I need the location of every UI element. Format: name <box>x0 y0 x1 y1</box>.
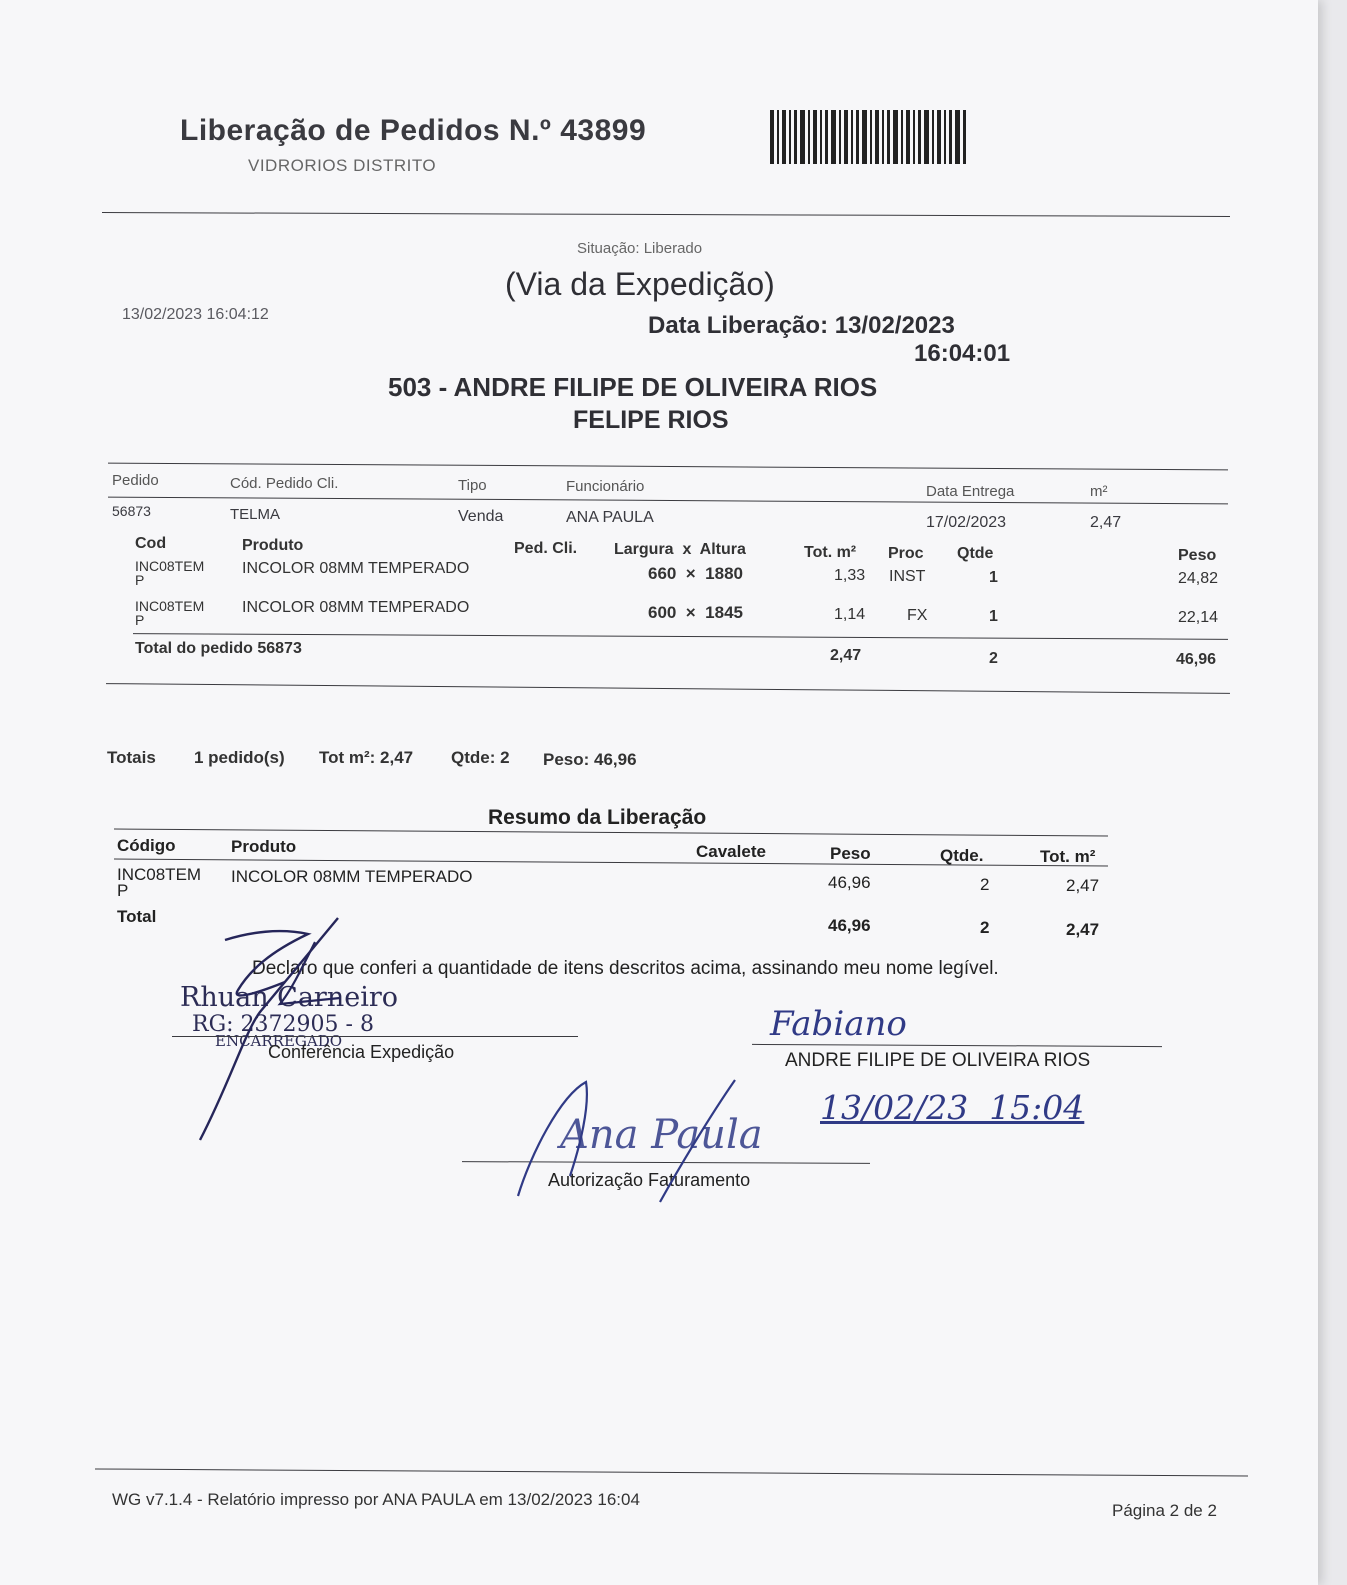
summary-total-label: Total <box>117 907 157 926</box>
summary-header-cavalete: Cavalete <box>696 842 766 861</box>
order-client-code: TELMA <box>230 506 281 523</box>
item-1-code-suffix: P <box>135 572 145 588</box>
totals-peso: Peso: 46,96 <box>543 750 637 769</box>
client-signature-label: ANDRE FILIPE DE OLIVEIRA RIOS <box>785 1050 1091 1071</box>
order-total-rule <box>133 633 1228 640</box>
summary-row-code-suffix: P <box>117 881 129 900</box>
stamp-rg: RG: 2372905 - 8 <box>192 1012 374 1037</box>
company-name: VIDRORIOS DISTRITO <box>248 156 437 175</box>
handwritten-date: 13/02/23 15:04 <box>820 1088 1085 1127</box>
item-2-peso: 22,14 <box>1178 609 1219 626</box>
item-1-product: INCOLOR 08MM TEMPERADO <box>242 560 470 577</box>
barcode <box>770 110 966 164</box>
col-header-m2: m² <box>1090 483 1108 500</box>
declaration-text: Declaro que conferi a quantidade de itens descritos acima, assinando meu nome legível. <box>252 958 999 979</box>
conferencia-signature <box>190 912 350 1142</box>
summary-header-produto: Produto <box>231 837 297 856</box>
item-2-tot-m2: 1,14 <box>834 606 866 623</box>
item-1-tot-m2: 1,33 <box>834 567 866 584</box>
item-2-proc: FX <box>907 607 928 624</box>
item-header-cod: Cod <box>135 535 167 552</box>
item-header-produto: Produto <box>242 537 304 554</box>
col-header-tipo: Tipo <box>458 477 487 494</box>
copy-type-title: (Via da Expedição) <box>505 266 775 302</box>
col-header-data-entrega: Data Entrega <box>926 483 1015 500</box>
order-table-bottom-rule <box>106 683 1230 694</box>
summary-row-tot-m2: 2,47 <box>1066 876 1100 895</box>
item-1-peso: 24,82 <box>1178 570 1219 587</box>
authorization-signature <box>510 1076 780 1206</box>
order-employee: ANA PAULA <box>566 509 654 526</box>
order-number: 56873 <box>112 503 151 519</box>
col-header-funcionario: Funcionário <box>566 478 645 495</box>
printed-timestamp: 13/02/2023 16:04:12 <box>122 306 269 323</box>
document-title: Liberação de Pedidos N.º 43899 <box>180 114 647 147</box>
totals-qtde: Qtde: 2 <box>451 748 510 767</box>
totals-orders: 1 pedido(s) <box>194 748 285 767</box>
summary-row-code: INC08TEM <box>117 865 202 884</box>
item-header-ped-cli: Ped. Cli. <box>514 540 578 557</box>
summary-header-peso: Peso <box>830 844 871 863</box>
conferencia-label: Conferência Expedição <box>268 1042 455 1062</box>
col-header-pedido: Pedido <box>112 472 159 489</box>
item-1-proc: INST <box>889 568 926 585</box>
authorization-handwritten-signature: Ana Paula <box>560 1112 763 1158</box>
summary-header-tot-m2: Tot. m² <box>1040 847 1096 866</box>
item-header-peso: Peso <box>1178 547 1217 564</box>
client-signature-line <box>752 1044 1162 1047</box>
summary-title: Resumo da Liberação <box>488 806 707 829</box>
client-short-name: FELIPE RIOS <box>573 406 729 434</box>
release-date: Data Liberação: 13/02/2023 <box>648 312 955 339</box>
summary-header-qtde: Qtde. <box>940 846 984 865</box>
stamp-role: ENCARREGADO <box>215 1032 343 1050</box>
item-1-code: INC08TEM <box>135 558 205 574</box>
footer-rule <box>95 1468 1248 1476</box>
summary-row-qtde: 2 <box>980 875 990 894</box>
totals-label: Totais <box>107 748 156 767</box>
item-header-dimensions: Largura x Altura <box>614 541 746 558</box>
order-table-top-rule <box>108 463 1228 471</box>
order-m2: 2,47 <box>1090 514 1122 531</box>
item-2-qtde: 1 <box>989 608 998 625</box>
item-2-code-suffix: P <box>135 612 145 628</box>
item-header-tot-m2: Tot. m² <box>804 544 857 561</box>
summary-total-tot-m2: 2,47 <box>1066 920 1100 939</box>
summary-total-peso: 46,96 <box>828 916 871 935</box>
client-name: 503 - ANDRE FILIPE DE OLIVEIRA RIOS <box>388 372 878 402</box>
status-text: Situação: Liberado <box>577 240 703 257</box>
stamp-name: Rhuan Carneiro <box>180 982 399 1013</box>
order-header-rule <box>108 497 1228 505</box>
item-header-proc: Proc <box>888 545 924 562</box>
client-handwritten-signature: Fabiano <box>770 1004 907 1044</box>
authorization-label: Autorização Faturamento <box>548 1170 751 1190</box>
order-type: Venda <box>458 508 504 525</box>
order-delivery-date: 17/02/2023 <box>926 514 1007 531</box>
release-time: 16:04:01 <box>914 340 1011 367</box>
page-number: Página 2 de 2 <box>1112 1501 1217 1520</box>
item-header-qtde: Qtde <box>957 545 994 562</box>
totals-m2: Tot m²: 2,47 <box>319 748 414 767</box>
order-total-label: Total do pedido 56873 <box>135 640 302 657</box>
item-2-dimensions: 600 × 1845 <box>648 603 744 622</box>
order-total-qtde: 2 <box>989 650 998 667</box>
order-total-peso: 46,96 <box>1176 651 1217 668</box>
summary-header-codigo: Código <box>117 836 176 855</box>
summary-row-product: INCOLOR 08MM TEMPERADO <box>231 867 473 886</box>
summary-row-peso: 46,96 <box>828 873 871 892</box>
order-total-m2: 2,47 <box>830 647 862 664</box>
footer-printed-by: WG v7.1.4 - Relatório impresso por ANA PAULA em 13/02/2023 16:04 <box>112 1490 640 1509</box>
summary-total-qtde: 2 <box>980 918 990 937</box>
item-1-qtde: 1 <box>989 569 998 586</box>
header-divider <box>102 212 1230 217</box>
item-2-code: INC08TEM <box>135 598 205 614</box>
item-1-dimensions: 660 × 1880 <box>648 564 744 583</box>
item-2-product: INCOLOR 08MM TEMPERADO <box>242 599 470 616</box>
col-header-cod-pedido-cli: Cód. Pedido Cli. <box>230 475 339 492</box>
